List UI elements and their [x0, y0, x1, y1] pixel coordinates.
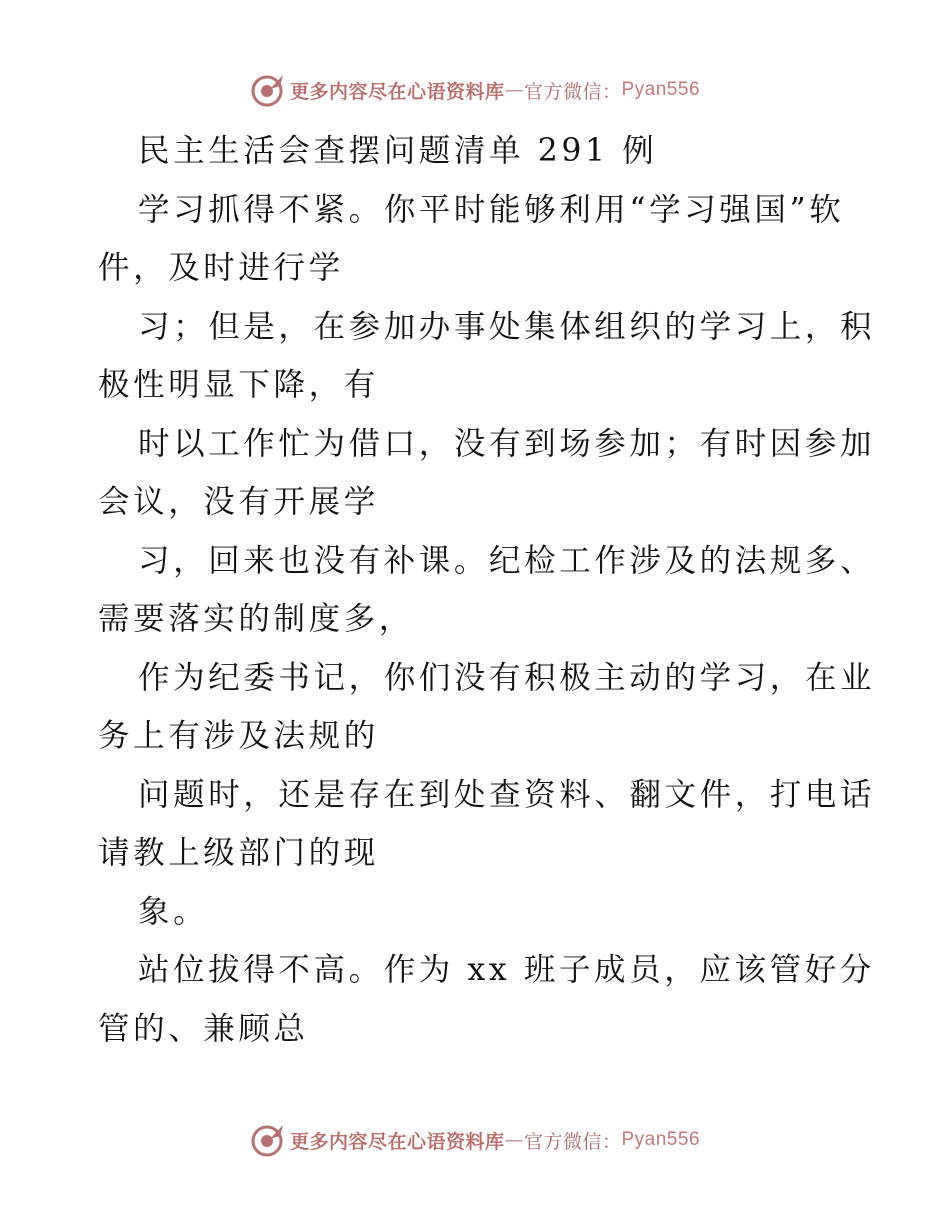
text-line: 极性明显下降，有	[98, 367, 379, 403]
watermark-separator: —	[504, 79, 524, 101]
watermark-wechat: 官方微信：	[523, 1130, 622, 1153]
watermark-id: Pyan556	[621, 1129, 701, 1150]
text-line: 问题时，还是存在到处查资料、翻文件，打电话	[138, 776, 876, 813]
watermark-label: 更多内容尽在心语资料库	[289, 1130, 505, 1153]
text-line: 时以工作忙为借口，没有到场参加；有时因参加	[138, 425, 876, 462]
text-line: 民主生活会查摆问题清单 291 例	[138, 133, 658, 169]
text-line: 管的、兼顾总	[98, 1010, 309, 1047]
text-line: 需要落实的制度多，	[98, 601, 414, 637]
footer-watermark	[0, 1120, 950, 1160]
text-line: 站位拔得不高。作为 xx 班子成员，应该管好分	[138, 952, 875, 988]
text-line: 作为纪委书记，你们没有积极主动的学习，在业	[138, 659, 876, 696]
text-line: 习；但是，在参加办事处集体组织的学习上，积	[138, 308, 876, 345]
document-body	[98, 122, 876, 1058]
text-line: 习，回来也没有补课。纪检工作涉及的法规多、	[138, 542, 876, 579]
text-line: 象。	[138, 893, 209, 930]
text-line: 请教上级部门的现	[98, 835, 379, 871]
text-line: 务上有涉及法规的	[98, 718, 379, 754]
header-watermark	[0, 70, 950, 110]
watermark-wechat: 官方微信：	[523, 80, 622, 103]
text-line: 会议，没有开展学	[98, 484, 379, 520]
quill-logo-icon	[250, 1122, 286, 1158]
watermark-label: 更多内容尽在心语资料库	[289, 80, 505, 103]
text-line: 件，及时进行学	[98, 250, 344, 286]
quill-logo-icon	[250, 72, 286, 108]
watermark-id: Pyan556	[621, 79, 701, 100]
watermark-separator: —	[504, 1129, 524, 1151]
text-line: 学习抓得不紧。你平时能够利用“学习强国”软	[138, 191, 845, 228]
